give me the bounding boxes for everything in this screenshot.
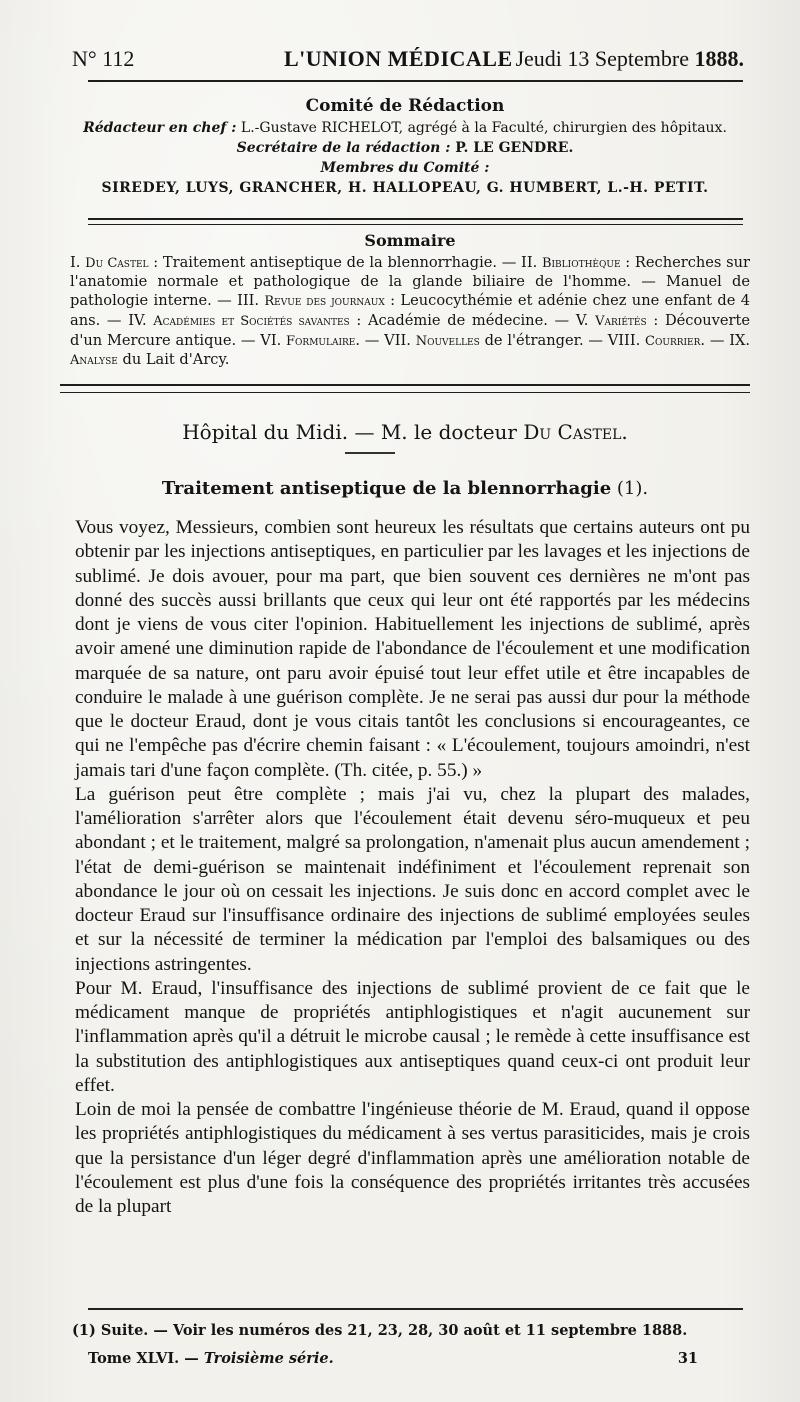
article-body <box>75 516 750 1219</box>
secretaire-line <box>60 140 750 156</box>
sommaire-text: du Lait d'Arcy. <box>117 351 230 369</box>
serie-text: Troisième série. <box>203 1350 334 1367</box>
footnote-rule <box>88 1308 743 1310</box>
sommaire-body <box>70 254 750 371</box>
article-title-text: Traitement antiseptique de la blennorrhagie <box>161 478 612 499</box>
page-number: 31 <box>677 1350 698 1367</box>
sommaire-rubric: Nouvelles <box>415 333 480 349</box>
article-title <box>60 478 750 499</box>
sommaire-rubric: Formulaire <box>286 333 356 349</box>
comite-title: Comité de Rédaction <box>305 96 505 116</box>
paragraph: Loin de moi la pensée de combattre l'ingénieuse théorie de M. Eraud, quand il oppose les propriétés antiphlogistiques du médicament à ses vertus parasiticides, mais je crois que la persistance d'un léger degré d'inflammation après une amélioration notable de l'écoulement est plus d'une fois la conséquence des propriétés irritantes très accusées de la plupart <box>75 1099 750 1217</box>
section-heading <box>60 420 750 444</box>
membres-label: Membres du Comité : <box>320 160 490 176</box>
header-rule <box>88 80 743 82</box>
doctor-name: Du Castel <box>523 420 622 444</box>
sommaire-text: : Recherches sur l'anatomie normale et pathologique de la glande biliaire de l'homme. — Manuel de pathologie interne. — III. <box>70 253 751 310</box>
sommaire <box>70 232 750 371</box>
sommaire-rubric: Bibliothèque <box>541 255 621 271</box>
footnote: (1) Suite. — Voir les numéros des 21, 23, 28, 30 août et 11 septembre 1888. <box>72 1322 688 1339</box>
sommaire-title: Sommaire <box>364 231 456 250</box>
section-dash: — M. le docteur <box>348 420 524 444</box>
sommaire-rubric: Analyse <box>70 353 118 369</box>
sommaire-text: : Leucocythémie et adénie chez une enfant de 4 ans. — IV. <box>70 292 750 329</box>
tome-text: Tome XLVI. — <box>88 1350 204 1367</box>
date-text: Jeudi 13 Septembre <box>515 46 695 71</box>
sommaire-rule-1 <box>60 384 750 386</box>
doctor-end: . <box>621 420 628 444</box>
redacteur-line <box>60 120 750 136</box>
paragraph: Pour M. Eraud, l'insuffisance des injections de sublimé provient de ce fait que le médicament manque de propriétés antiphlogistiques et n'agit aucunement sur l'inflammation après qu'il a détruit le microbe causal ; le remède à cette insuffisance est la substitution des antiphlogistiques aux antiseptiques quand ceux-ci ont produit leur effet. <box>75 977 750 1096</box>
sommaire-rubric: Revue des journaux <box>264 294 385 310</box>
footnote-ref: (1). <box>611 478 649 499</box>
redacteur-text: L.-Gustave RICHELOT, agrégé à la Faculté, chirurgien des hôpitaux. <box>236 120 727 136</box>
secretaire-label: Secrétaire de la rédaction : <box>236 140 451 156</box>
page-header <box>72 44 752 80</box>
comite-rule-1 <box>88 218 743 220</box>
sommaire-text: : Découverte d'un Mercure antique. — VI. <box>70 311 751 349</box>
issue-number: N° 112 <box>72 46 135 71</box>
membres-names: SIREDEY, LUYS, GRANCHER, H. HALLOPEAU, G. HUMBERT, L.-H. PETIT. <box>101 180 709 196</box>
membres-label-line <box>60 160 750 176</box>
sommaire-text: . — VII. <box>355 331 416 349</box>
sommaire-rubric: Du Castel <box>85 255 149 271</box>
sommaire-text: : Traitement antiseptique de la blennorrhagie. — II. <box>148 253 542 271</box>
paragraph: La guérison peut être complète ; mais j'ai vu, chez la plupart des malades, l'amélioration s'arrêter alors que l'écoulement était devenu séro-muqueux et peu abondant ; et le traitement, malgré sa prolongation, n'amenait plus aucun amendement ; l'état de demi-guérison se maintenait indéfiniment et l'écoulement reprenait son abondance le jour où on cessait les injections. Je suis donc en accord complet avec le docteur Eraud sur l'insuffisance ordinaire des injections de sublimé employées seules et sur la nécessité de terminer la médication par l'emploi des balsamiques ou des injections astringentes. <box>75 783 750 975</box>
hospital-name: Hôpital du Midi. <box>182 420 349 444</box>
sommaire-rubric: Courrier <box>645 333 701 349</box>
sommaire-text: de l'étranger. — VIII. <box>479 331 646 349</box>
issue-date <box>515 46 744 72</box>
heading-separator <box>345 452 395 454</box>
secretaire-text: P. LE GENDRE. <box>450 140 574 156</box>
sommaire-text: I. <box>70 253 86 271</box>
sommaire-rubric: Académies et Sociétés savantes <box>153 313 350 329</box>
tome-info <box>88 1350 334 1367</box>
redacteur-label: Rédacteur en chef : <box>83 120 237 136</box>
journal-title: L'UNION MÉDICALE <box>284 46 513 71</box>
sommaire-text: . — IX. <box>700 331 751 349</box>
year-text: 1888. <box>694 46 744 71</box>
comite-rule-2 <box>88 224 743 225</box>
sommaire-rule-2 <box>60 392 750 393</box>
sommaire-text: : Académie de médecine. — V. <box>349 311 596 329</box>
sommaire-rubric: Variétés <box>595 313 647 329</box>
comite-redaction <box>60 96 750 200</box>
paragraph: Vous voyez, Messieurs, combien sont heureux les résultats que certains auteurs ont pu obtenir par les injections antiseptiques, en particulier par les lavages et les injections de sublimé. Je dois avouer, pour ma part, que bien souvent ces dernières ne m'ont pas donné des succès aussi brillants que ceux qui leur ont été rapportés par les médecins dont je viens de vous citer l'opinion. Habituellement les injections de sublimé, après avoir amené une diminution rapide de l'abondance de l'écoulement et une modification marquée de sa nature, ont paru avoir épuisé tout leur effet utile et être incapables de conduire le malade à une guérison complète. Je ne serai pas aussi dur pour la méthode que le docteur Eraud, dont je vous citais tantôt les conclusions si encourageantes, ce qui ne l'empêche pas d'écrire chemin faisant : « L'écoulement, toujours amoindri, n'est jamais tari d'une façon complète. (Th. citée, p. 55.) » <box>75 517 750 781</box>
